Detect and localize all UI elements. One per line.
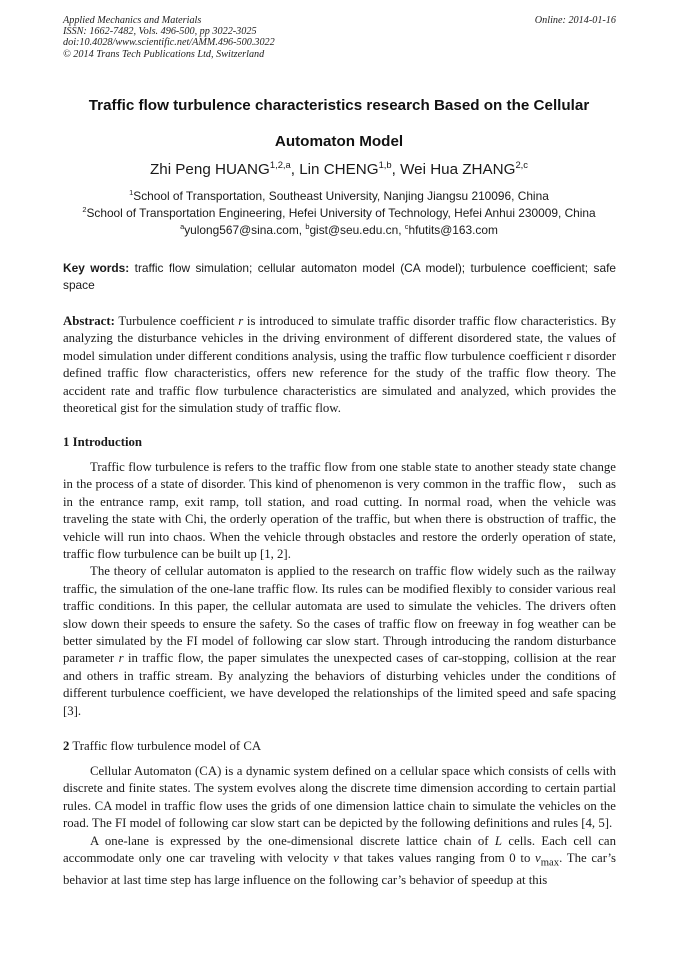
affiliations: [40, 188, 638, 239]
author-affiliation-mark: 1,b: [378, 158, 392, 170]
author-separator: ,: [290, 161, 300, 178]
online-date: Online: 2014-01-16: [534, 15, 616, 26]
affiliation-text: School of Transportation Engineering, Hefei University of Technology, Hefei Anhui 230009, China: [86, 206, 596, 220]
abstract: [63, 313, 616, 417]
author-affiliation-mark: 1,2,a: [269, 158, 291, 170]
author-separator: ,: [391, 161, 401, 178]
email-address: yulong567@sina.com,: [184, 223, 306, 237]
paper-title: [40, 88, 638, 160]
affiliation-1: [40, 188, 638, 205]
math-variable: v: [535, 851, 541, 866]
math-variable: L: [494, 833, 503, 848]
section-body: [63, 763, 616, 889]
affiliation-2: [40, 205, 638, 222]
email-mark: a: [180, 222, 185, 232]
paragraph: [63, 563, 616, 720]
paragraph-text: that takes values ranging from 0 to: [338, 851, 536, 866]
math-subscript: max: [540, 857, 560, 869]
abstract-text: Turbulence coefficient: [114, 314, 239, 328]
affiliation-mark: 1: [129, 188, 134, 198]
abstract-text: is introduced to simulate traffic disorder traffic flow characteristics. By analyzing the disturbance vehicles in the driving environment of different disordered state, the values of model simulation under different conditions analysis, using the traffic flow turbulence coefficient r disorder defined traffic flow characteristics, offers new reference for the study of the traffic flow theory. The accident rate and traffic flow turbulence characteristics are simulated and analyzed, which provides the theoretical gist for the simulation study of traffic flow.: [63, 314, 616, 416]
paragraph: Cellular Automaton (CA) is a dynamic system defined on a cellular space which consists of cells with discrete and finite states. The system evolves along the discrete time dimension according to certain partial rules. CA model in traffic flow uses the grids of one dimension lattice chain to simulate the vehicles on the road. The FI model of following car slow start can be depicted by the following definitions and rules [4, 5].: [63, 764, 616, 831]
email-address: hfutits@163.com: [408, 223, 498, 237]
email-line: [40, 222, 638, 239]
email-mark: c: [404, 222, 409, 232]
keywords-label: Key words:: [63, 261, 130, 275]
paragraph-text: in traffic flow, the paper simulates the unexpected cases of car-stopping, collision at the rear and others in traffic stream. By analyzing the behaviors of disturbing vehicles under the conditions of different turbulence coefficient, we have developed the relationships of the limited speed and safe spacing [3].: [63, 651, 616, 718]
paragraph-text: A one-lane is expressed by the one-dimensional discrete lattice chain of: [90, 833, 495, 848]
affiliation-text: School of Transportation, Southeast University, Nanjing Jiangsu 210096, China: [133, 189, 549, 203]
math-variable: r: [238, 314, 244, 328]
paragraph-text: The theory of cellular automaton is applied to the research on traffic flow widely such as the railway traffic, the simulation of the one-lane traffic flow. Its rules can be modified flexibly to consider various real traffic conditions. In this paper, the cellular automata are used to simulate the vehicles. The drivers often slow down their speeds to ensure the safety. So the cases of traffic flow on freeway in fog weather can be better simulated by the FI model of following car slow start. Through introducing the random disturbance parameter: [63, 564, 616, 666]
paragraph-text: cells. Each cell can accommodate only one car traveling with velocity: [63, 833, 616, 866]
section-body: [63, 459, 616, 720]
issn-line: ISSN: 1662-7482, Vols. 496-500, pp 3022-3025: [63, 26, 257, 38]
author-list: [40, 160, 638, 180]
journal-header: [63, 15, 616, 60]
paragraph: Traffic flow turbulence is refers to the traffic flow from one stable state to another steady state change in the process of a state of disorder. This kind of phenomenon is very common in the traffic flow， such as in the entrance ramp, exit ramp, toll station, and road cutting. In normal road, when the vehicle was traveling the state with Chi, the orderly operation of the traffic, but when there is obstruction of traffic, the vehicle will run into chaos. When the vehicle through obstacles and restore the orderly operation of state, traffic flow turbulence can be built up [1, 2].: [63, 460, 616, 562]
section-heading: [63, 738, 261, 755]
section-title: Traffic flow turbulence model of CA: [69, 739, 262, 753]
author-name: Zhi Peng HUANG: [149, 161, 270, 178]
title-line-2: Automaton Model: [274, 133, 404, 150]
keywords: [63, 260, 616, 294]
abstract-label: Abstract:: [63, 314, 115, 328]
paragraph: [63, 833, 616, 890]
keywords-text: traffic flow simulation; cellular automaton model (CA model); turbulence coefficient; safe space: [63, 261, 616, 292]
copyright-line: © 2014 Trans Tech Publications Ltd, Switzerland: [63, 48, 265, 60]
doi-line: doi:10.4028/www.scientific.net/AMM.496-500.3022: [63, 37, 275, 49]
affiliation-mark: 2: [82, 205, 87, 215]
author-affiliation-mark: 2,c: [515, 158, 528, 170]
email-address: gist@seu.edu.cn,: [309, 223, 405, 237]
section-number: 2: [63, 739, 70, 753]
paragraph-text: . The car’s behavior at last time step has large influence on the following car’s behavior of speedup at this: [63, 851, 616, 887]
journal-name: Applied Mechanics and Materials: [63, 15, 202, 26]
email-mark: b: [305, 222, 310, 232]
author-name: Wei Hua ZHANG: [400, 161, 516, 178]
title-line-1: Traffic flow turbulence characteristics research Based on the Cellular: [88, 97, 590, 114]
section-heading: 1 Introduction: [63, 435, 143, 449]
math-variable: r: [118, 651, 124, 666]
math-variable: v: [333, 851, 339, 866]
author-name: Lin CHENG: [299, 161, 379, 178]
